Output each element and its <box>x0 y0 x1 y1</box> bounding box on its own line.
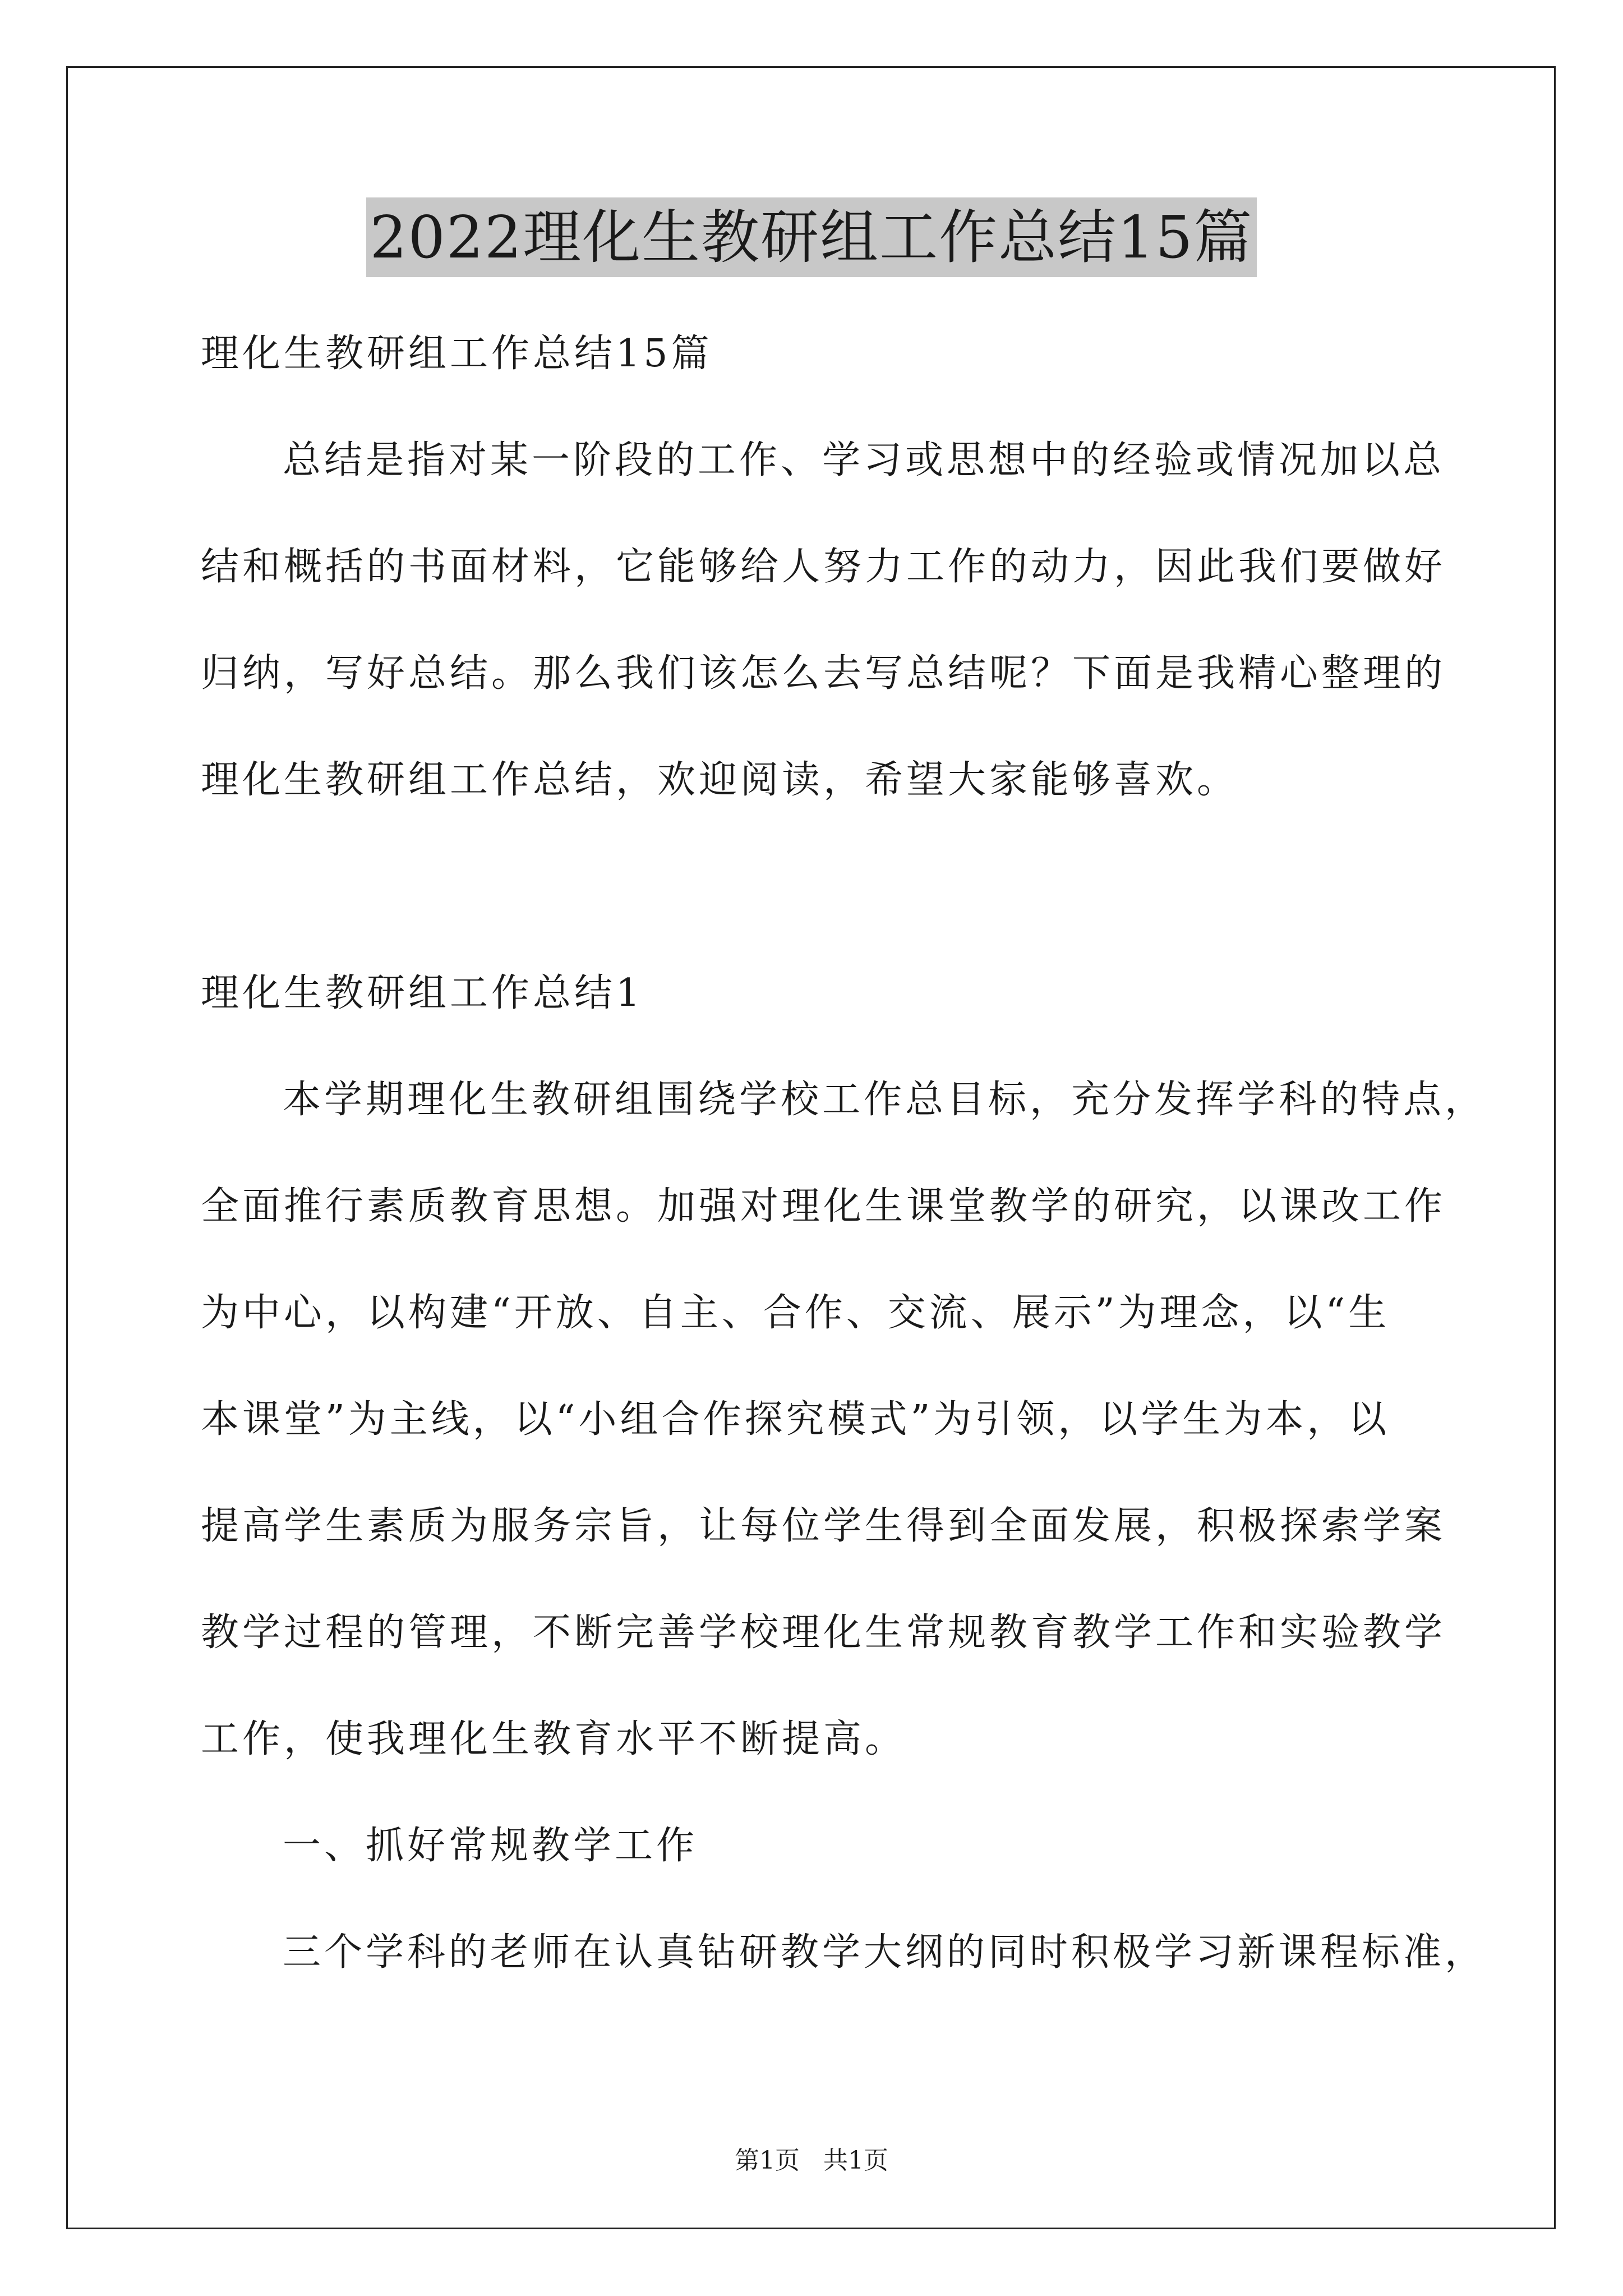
section-heading: 理化生教研组工作总结1 <box>201 971 644 1015</box>
body-line: 工作，使我理化生教育水平不断提高。 <box>201 1717 907 1761</box>
body-line: 三个学科的老师在认真钻研教学大纲的同时积极学习新课程标准， <box>283 1930 1487 1975</box>
body-line: 本学期理化生教研组围绕学校工作总目标，充分发挥学科的特点， <box>283 1078 1487 1122</box>
body-line: 教学过程的管理，不断完善学校理化生常规教育教学工作和实验教学 <box>201 1611 1446 1655</box>
intro-line: 结和概括的书面材料，它能够给人努力工作的动力，因此我们要做好 <box>201 545 1446 589</box>
document-title: 2022理化生教研组工作总结15篇 <box>366 197 1256 277</box>
paragraph-gap <box>201 834 1435 940</box>
page-footer <box>0 2144 1623 2178</box>
body-line: 全面推行素质教育思想。加强对理化生课堂教学的研究，以课改工作 <box>201 1184 1446 1228</box>
body-line: 本课堂”为主线，以“小组合作探究模式”为引领，以学生为本，以 <box>201 1397 1390 1442</box>
intro-line: 归纳，写好总结。那么我们该怎么去写总结呢？下面是我精心整理的 <box>201 651 1446 696</box>
title-wrap <box>0 197 1623 277</box>
page-number: 第1页 <box>735 2146 800 2175</box>
body-line: 提高学生素质为服务宗旨，让每位学生得到全面发展，积极探索学案 <box>201 1504 1446 1548</box>
footer-separator <box>800 2146 823 2175</box>
document-body <box>201 301 1487 2006</box>
intro-line: 理化生教研组工作总结，欢迎阅读，希望大家能够喜欢。 <box>201 758 1239 802</box>
intro-line: 总结是指对某一阶段的工作、学习或思想中的经验或情况加以总 <box>283 438 1445 482</box>
subtitle: 理化生教研组工作总结15篇 <box>201 332 713 376</box>
body-line: 为中心，以构建“开放、自主、合作、交流、展示”为理念，以“生 <box>201 1291 1390 1335</box>
subheading: 一、抓好常规教学工作 <box>283 1824 698 1868</box>
page-total: 共1页 <box>823 2146 888 2175</box>
